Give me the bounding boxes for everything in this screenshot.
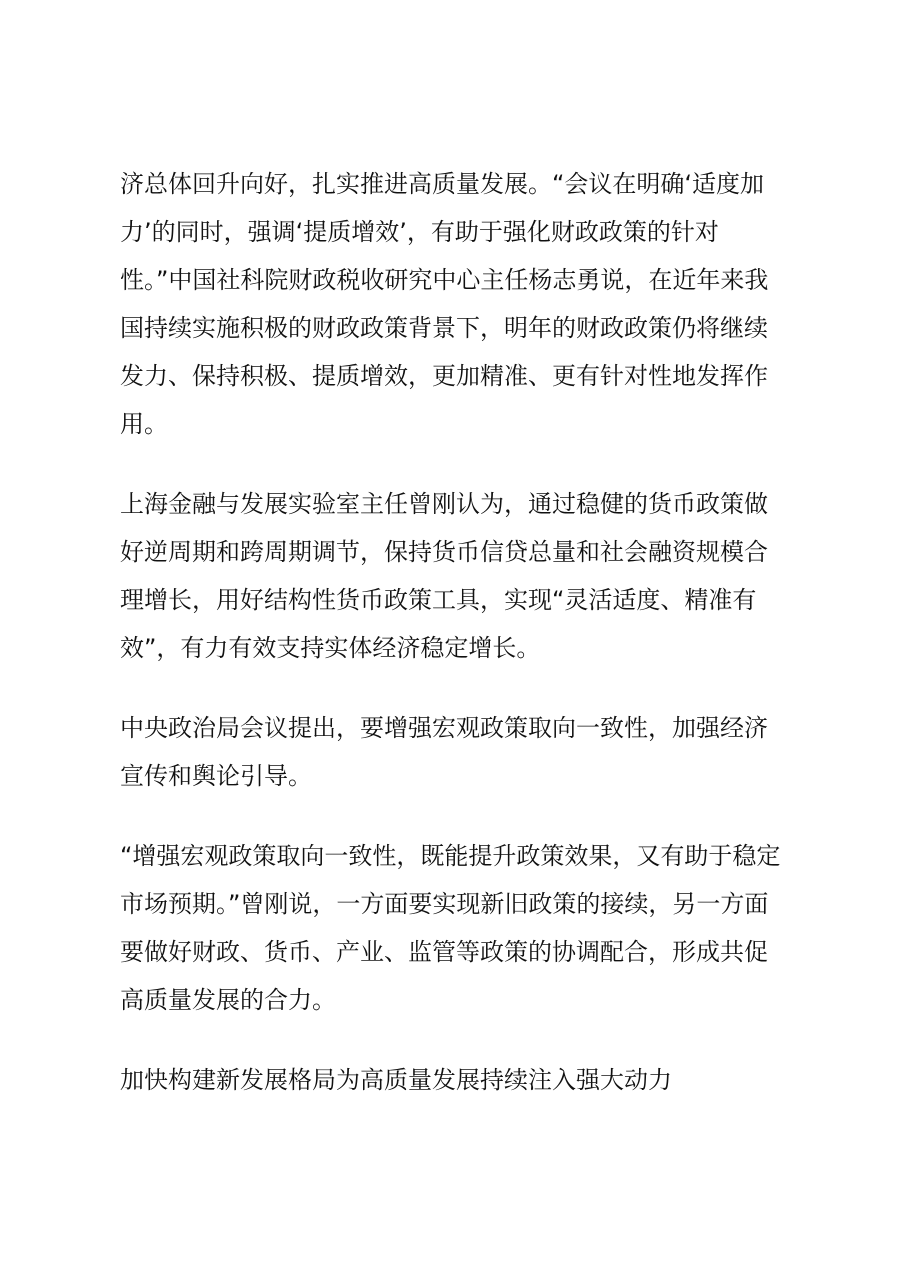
- paragraph: 上海金融与发展实验室主任曾刚认为，通过稳健的货币政策做好逆周期和跨周期调节，保持货币信贷总量和社会融资规模合理增长，用好结构性货币政策工具，实现“灵活适度、精准有效”，有力有效支持实体经济稳定增长。: [120, 490, 768, 662]
- paragraph: 中央政治局会议提出，要增强宏观政策取向一致性，加强经济宣传和舆论引导。: [120, 714, 768, 790]
- paragraph: “增强宏观政策取向一致性，既能提升政策效果，又有助于稳定市场预期。”曾刚说，一方面要实现新旧政策的接续，另一方面要做好财政、货币、产业、监管等政策的协调配合，形成共促高质量发展的合力。: [120, 842, 781, 1014]
- section-heading: 加快构建新发展格局为高质量发展持续注入强大动力: [120, 1066, 672, 1094]
- paragraph: 济总体回升向好，扎实推进高质量发展。“会议在明确‘适度加力’的同时，强调‘提质增效’，有助于强化财政政策的针对性。”中国社科院财政税收研究中心主任杨志勇说，在近年来我国持续实施积极的财政政策背景下，明年的财政政策仍将继续发力、保持积极、提质增效，更加精准、更有针对性地发挥作用。: [120, 170, 769, 438]
- article-body: [120, 160, 786, 1104]
